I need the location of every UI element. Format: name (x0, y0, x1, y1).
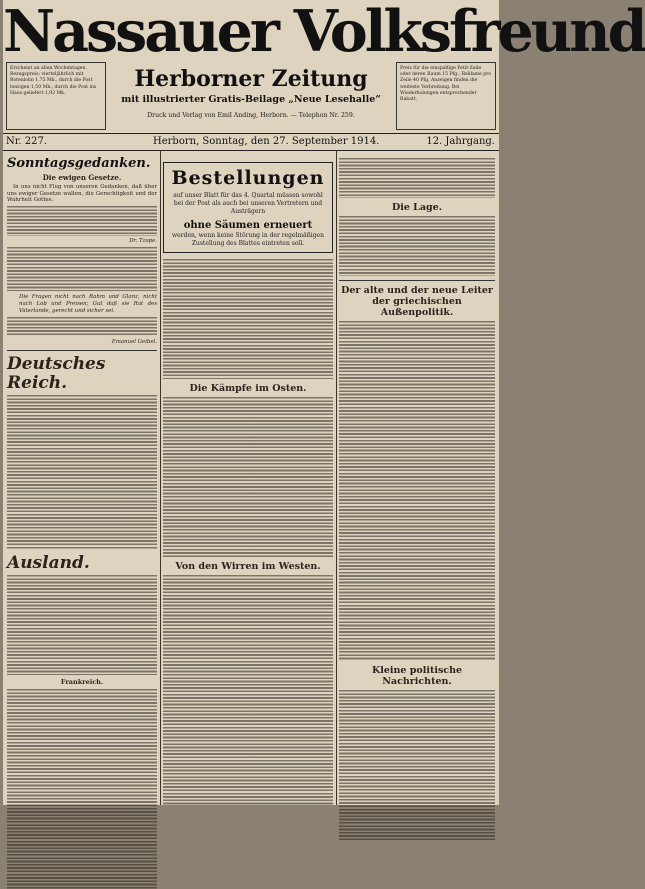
article-text-block (339, 321, 495, 661)
article-text-block (163, 575, 333, 805)
advertising-info-box: Preis für die einspaltige Petit-Zeile oder deren Raum 15 Pfg., Reklame pro Zeile 40 Pfg. Anzeigen finden die weiteste Verbreitung. Bei Wiederholungen entsprechender Rabatt. (396, 62, 496, 130)
masthead-supplement: mit illustrierter Gratis-Beilage „Neue Lesehalle“ (121, 94, 381, 105)
divider (7, 350, 157, 351)
section-heading: Ausland. (7, 552, 90, 573)
author-signature: Emanuel Geibel. (111, 339, 157, 346)
newspaper-page (3, 0, 645, 805)
article-text-block (7, 206, 157, 236)
article-text-block (339, 216, 495, 276)
article-text-block (339, 158, 495, 198)
issue-number: Nr. 227. (6, 136, 48, 147)
masthead-subtitle: Herborner Zeitung (134, 66, 368, 92)
subscription-info-box: Erscheint an allen Wochentagen. Bezugspreis: vierteljährlich mit Botenlohn 1,75 Mk., durch die Post bezogen 1,50 Mk., durch die Post ins Haus geliefert 1,92 Mk. (6, 62, 106, 130)
column-right (339, 156, 495, 805)
column-middle (163, 156, 333, 805)
section-heading: Deutsches Reich. (7, 353, 106, 393)
notice-text: auf unser Blatt für das 4. Quartal müssen sowohl bei der Post als auch bei unseren Vertretern und Austrägern (173, 192, 323, 215)
article-text-block (339, 690, 495, 840)
article-heading: Die Lage. (391, 202, 443, 213)
volume-year: 12. Jahrgang. (426, 136, 495, 147)
dateline-bar (3, 133, 499, 151)
article-text-block (7, 247, 157, 291)
poem-text: Die Fragen nicht nach Rahm und Glanz, nicht nach Lob und Preisen; Gut daß sie Rat des Vaterlande, gerecht und sicher sei. (19, 294, 157, 314)
article-heading: Die Kämpfe im Osten. (189, 383, 307, 394)
article-subheading: Frankreich. (60, 677, 104, 686)
article-heading: Der alte und der neue Leiter der griechischen Außenpolitik. (341, 285, 493, 318)
column-left (7, 156, 157, 805)
poem-text-block (7, 317, 157, 337)
column-divider (336, 150, 337, 805)
article-heading: Kleine politische Nachrichten. (371, 665, 463, 687)
article-text-block (7, 395, 157, 550)
masthead-publisher: Druck und Verlag von Emil Anding, Herborn. — Telephon Nr. 259. (147, 112, 355, 119)
masthead-title: Nassauer Volksfreund (3, 0, 645, 65)
article-text: In uns nicht Flug von unseren Gedanken, daß über uns ewiger Gesetze walten, die Gerechtigkeit und der Wahrheit Gottes. (7, 184, 157, 204)
article-text-block (7, 575, 157, 675)
author-signature: Dr. Tzope. (129, 237, 157, 244)
article-text-block (163, 397, 333, 557)
divider (339, 280, 495, 281)
article-heading: Von den Wirren im Westen. (175, 561, 321, 572)
section-heading: Sonntagsgedanken. (7, 156, 151, 171)
notice-title: Bestellungen (171, 167, 325, 189)
subscription-notice-box (163, 162, 333, 253)
article-text-block (7, 689, 157, 889)
notice-text: werden, wenn keine Störung in der regelmäßigen Zustellung des Blattes eintreten soll. (172, 232, 324, 247)
column-divider (160, 150, 161, 805)
article-subheading: Die ewigen Gesetze. (42, 173, 122, 182)
place-and-date: Herborn, Sonntag, den 27. September 1914. (153, 136, 380, 147)
article-text-block (163, 259, 333, 379)
notice-emphasis: ohne Säumen erneuert (183, 220, 313, 231)
